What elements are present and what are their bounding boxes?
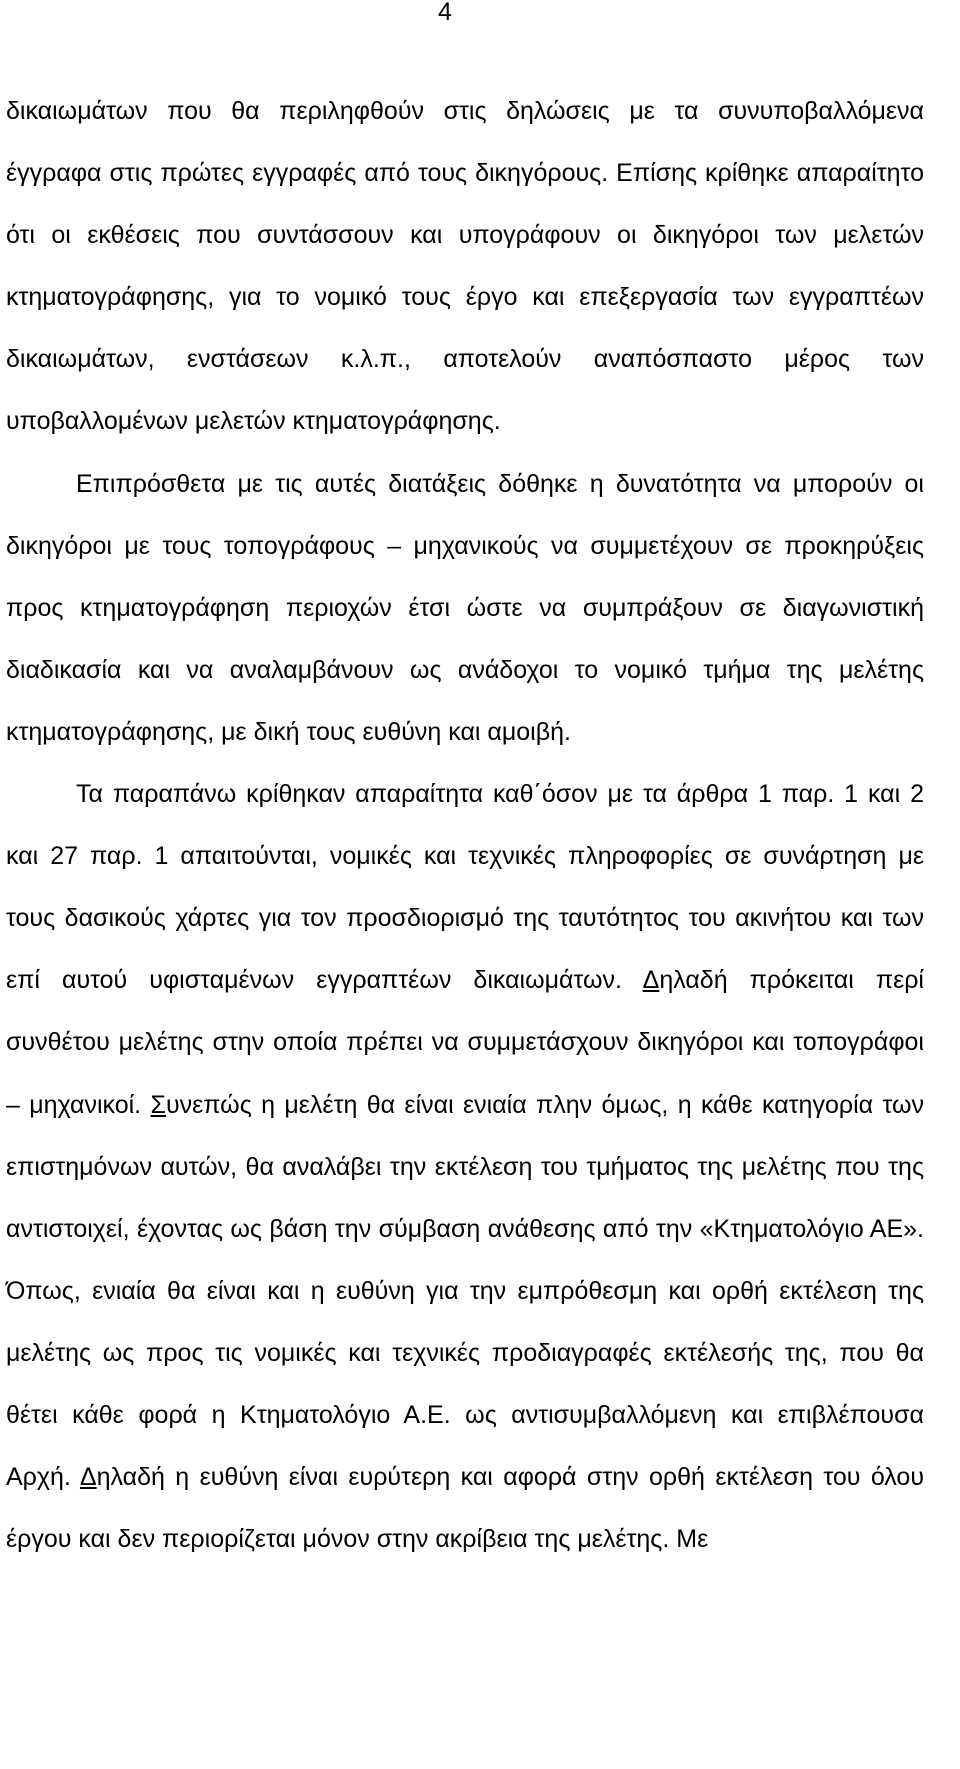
body-text [6, 80, 924, 1570]
paragraph-1: δικαιωμάτων που θα περιληφθούν στις δηλώσεις με τα συνυποβαλλόμενα έγγραφα στις πρώτες εγγραφές από τους δικηγόρους. Επίσης κρίθηκε απαραίτητο ότι οι εκθέσεις που συντάσσουν και υπογράφουν οι δικηγόροι των μελετών κτηματογράφησης, για το νομικό τους έργο και επεξεργασία των εγγραπτέων δικαιωμάτων, ενστάσεων κ.λ.π., αποτελούν αναπόσπαστο μέρος των υποβαλλομένων μελετών κτηματογράφησης. [6, 97, 924, 436]
underlined-letter-2: Σ [150, 1090, 166, 1119]
paragraph-3-part-4: ηλαδή η ευθύνη είναι ευρύτερη και αφορά στην ορθή εκτέλεση του όλου έργου και δεν περιορίζεται μόνον στην ακρίβεια της μελέτης. Με [6, 1463, 924, 1554]
underlined-letter-3: Δ [79, 1463, 97, 1492]
paragraph-3 [6, 763, 924, 1570]
paragraph-3-part-1: Τα παραπάνω κρίθηκαν απαραίτητα καθ΄όσον με τα άρθρα 1 παρ. 1 και 2 και 27 παρ. 1 απαιτούνται, νομικές και τεχνικές πληροφορίες σε συνάρτηση με τους δασικούς χάρτες για τον προσδιορισμό της ταυτότητος του ακινήτου και των επί αυτού υφισταμένων εγγραπτέων δικαιωμάτων. [6, 780, 924, 995]
paragraph-2: Επιπρόσθετα με τις αυτές διατάξεις δόθηκε η δυνατότητα να μπορούν οι δικηγόροι με τους τοπογράφους – μηχανικούς να συμμετέχουν σε προκηρύξεις προς κτηματογράφηση περιοχών έτσι ώστε να συμπράξουν σε διαγωνιστική διαδικασία και να αναλαμβάνουν ως ανάδοχοι το νομικό τμήμα της μελέτης κτηματογράφησης, με δική τους ευθύνη και αμοιβή. [6, 469, 924, 746]
paragraph-3-part-3: υνεπώς η μελέτη θα είναι ενιαία πλην όμως, η κάθε κατηγορία των επιστημόνων αυτών, θα αναλάβει την εκτέλεση του τμήματος της μελέτης που της αντιστοιχεί, έχοντας ως βάση την σύμβαση ανάθεσης από την «Κτηματολόγιο ΑΕ». Όπως, ενιαία θα είναι και η ευθύνη για την εμπρόθεσμη και ορθή εκτέλεση της μελέτης ως προς τις νομικές και τεχνικές προδιαγραφές εκτέλεσής της, που θα θέτει κάθε φορά η Κτηματολόγιο Α.Ε. ως αντισυμβαλλόμενη και επιβλέπουσα Αρχή. [6, 1090, 924, 1492]
underlined-letter-1: Δ [642, 966, 660, 995]
paragraph-3-part-2: ηλαδή πρόκειται περί συνθέτου μελέτης στην οποία πρέπει να συμμετάσχουν δικηγόροι και τοπογράφοι – μηχανικοί. [6, 966, 924, 1119]
page-number: 4 [438, 0, 452, 26]
